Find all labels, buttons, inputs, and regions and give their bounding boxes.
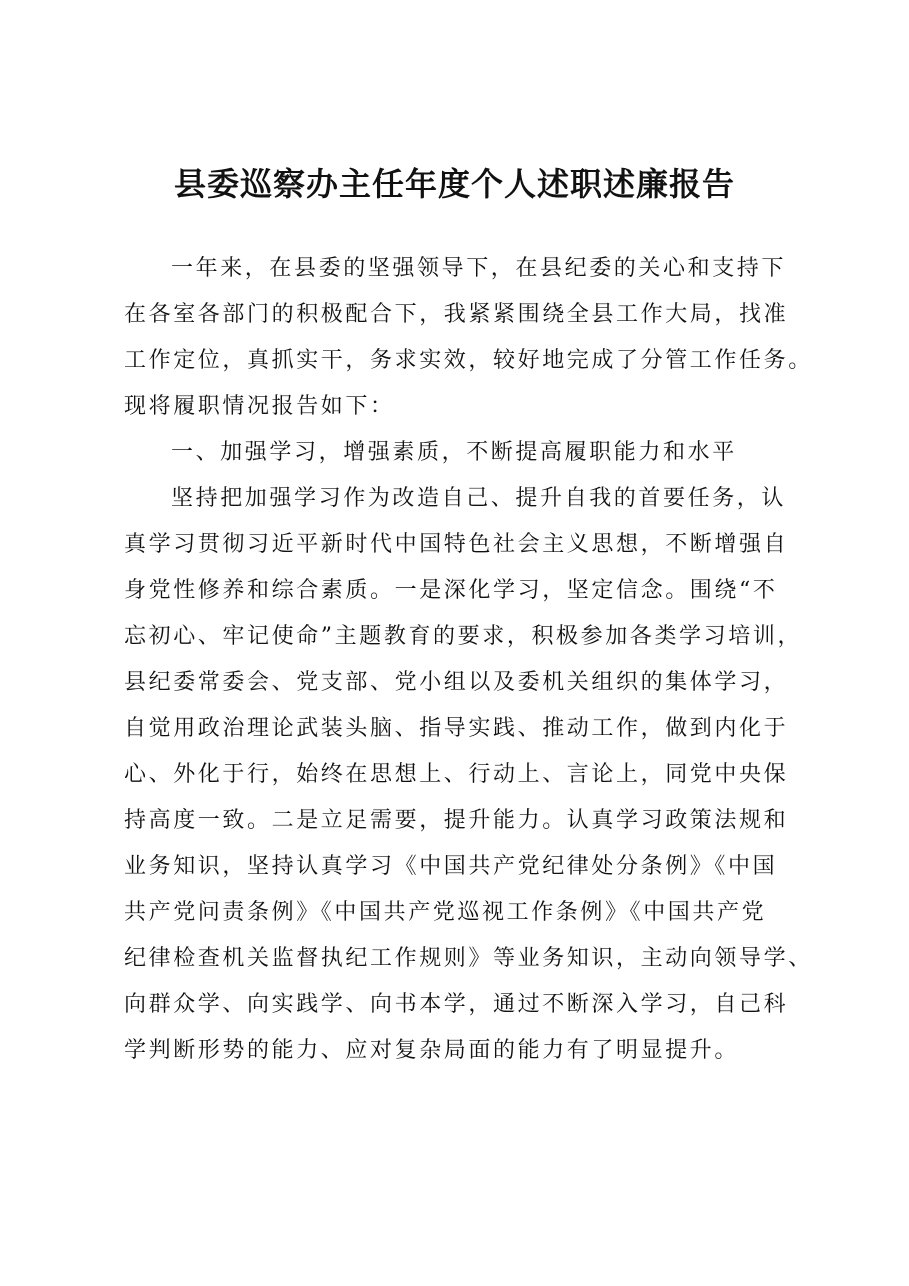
body-line-10: 县纪委常委会、党支部、党小组以及委机关组织的集体学习， [124, 670, 789, 695]
body-line-1: 一年来，在县委的坚强领导下，在县纪委的关心和支持下 [171, 256, 787, 281]
body-line-9: 忘初心、牢记使命”主题教育的要求，积极参加各类学习培训， [124, 624, 803, 649]
body-line-17: 向群众学、向实践学、向书本学，通过不断深入学习，自己科 [124, 992, 789, 1017]
body-line-6: 坚持把加强学习作为改造自己、提升自我的首要任务，认 [171, 486, 787, 511]
body-line-12: 心、外化于行，始终在思想上、行动上、言论上，同党中央保 [124, 762, 789, 787]
body-line-7: 真学习贯彻习近平新时代中国特色社会主义思想，不断增强自 [124, 532, 789, 557]
body-line-15: 共产党问责条例》《中国共产党巡视工作条例》《中国共产党 [124, 900, 767, 925]
section-heading-1: 一、加强学习，增强素质，不断提高履职能力和水平 [171, 440, 737, 465]
body-line-4: 现将履职情况报告如下： [124, 394, 395, 419]
body-line-2: 在各室各部门的积极配合下，我紧紧围绕全县工作大局，找准 [124, 302, 789, 327]
body-line-18: 学判断形势的能力、应对复杂局面的能力有了明显提升。 [124, 1038, 740, 1063]
body-line-14: 业务知识，坚持认真学习《中国共产党纪律处分条例》《中国 [124, 854, 778, 879]
body-line-16: 纪律检查机关监督执纪工作规则》等业务知识，主动向领导学、 [124, 946, 813, 971]
body-line-3: 工作定位，真抓实干，务求实效，较好地完成了分管工作任务。 [124, 348, 813, 373]
document-body [124, 246, 814, 1074]
document-title: 县委巡察办主任年度个人述职述廉报告 [173, 165, 735, 203]
body-line-11: 自觉用政治理论武装头脑、指导实践、推动工作，做到内化于 [124, 716, 789, 741]
body-line-8: 身党性修养和综合素质。一是深化学习，坚定信念。围绕“不 [124, 578, 778, 603]
body-line-13: 持高度一致。二是立足需要，提升能力。认真学习政策法规和 [124, 808, 789, 833]
